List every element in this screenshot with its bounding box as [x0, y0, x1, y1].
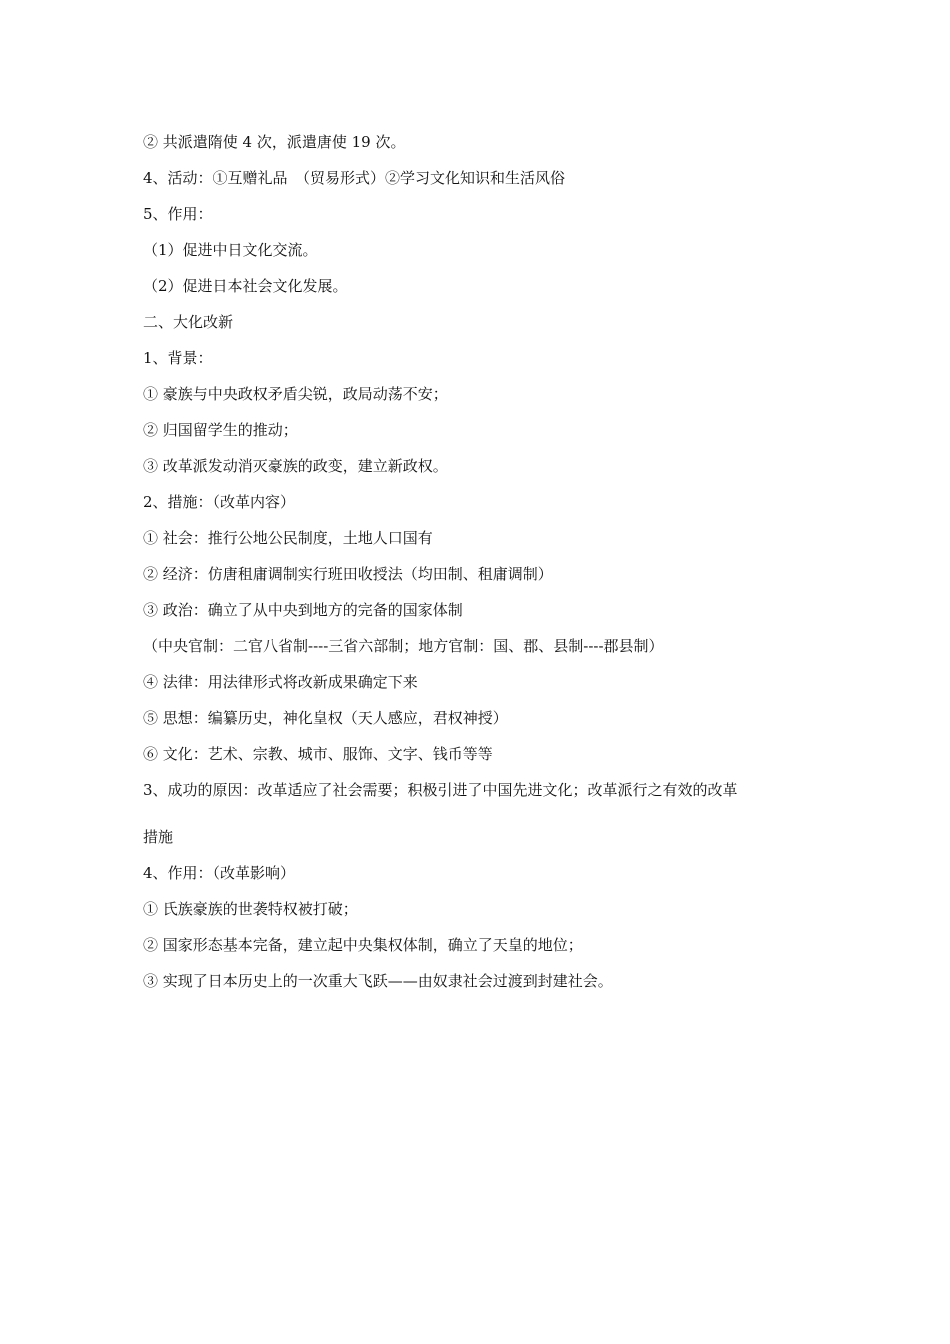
text-line-background-heading: 1、背景： — [143, 349, 213, 367]
text-line-measure-culture: ⑥ 文化：艺术、宗教、城市、服饰、文字、钱币等等 — [143, 745, 493, 763]
document-body — [143, 124, 823, 999]
text-line-measures-heading: 2、措施：（改革内容） — [143, 493, 296, 511]
text-line-background-3: ③ 改革派发动消灭豪族的政变，建立新政权。 — [143, 457, 448, 475]
text-line-measure-society: ① 社会：推行公地公民制度，土地人口国有 — [143, 529, 433, 547]
text-line-activities: 4、活动：①互赠礼品 （贸易形式）②学习文化知识和生活风俗 — [143, 169, 566, 187]
text-line-measure-law: ④ 法律：用法律形式将改新成果确定下来 — [143, 673, 418, 691]
text-line-impact-heading: 4、作用：（改革影响） — [143, 864, 296, 882]
text-line-impact-2: ② 国家形态基本完备，建立起中央集权体制，确立了天皇的地位； — [143, 936, 583, 954]
text-line-impact-3: ③ 实现了日本历史上的一次重大飞跃——由奴隶社会过渡到封建社会。 — [143, 972, 613, 990]
text-line-impact-1: ① 氏族豪族的世袭特权被打破； — [143, 900, 358, 918]
text-line-sui-tang-envoys: ② 共派遣隋使 4 次，派遣唐使 19 次。 — [143, 133, 406, 151]
text-line-background-2: ② 归国留学生的推动； — [143, 421, 298, 439]
text-line-measure-economy: ② 经济：仿唐租庸调制实行班田收授法（均田制、租庸调制） — [143, 565, 553, 583]
text-line-measure-politics-note: （中央官制：二官八省制----三省六部制；地方官制：国、郡、县制----郡县制） — [143, 637, 664, 655]
text-line-success-reasons-cont: 措施 — [143, 828, 174, 846]
text-line-success-reasons: 3、成功的原因：改革适应了社会需要；积极引进了中国先进文化；改革派行之有效的改革 — [143, 781, 738, 799]
text-line-background-1: ① 豪族与中央政权矛盾尖锐，政局动荡不安； — [143, 385, 448, 403]
text-line-effects-heading: 5、作用： — [143, 205, 213, 223]
section-heading-taika-reform: 二、大化改新 — [143, 313, 234, 331]
text-line-measure-thought: ⑤ 思想：编纂历史，神化皇权（天人感应，君权神授） — [143, 709, 508, 727]
text-line-effect-1: （1）促进中日文化交流。 — [143, 241, 318, 259]
text-line-measure-politics: ③ 政治：确立了从中央到地方的完备的国家体制 — [143, 601, 463, 619]
text-line-effect-2: （2）促进日本社会文化发展。 — [143, 277, 348, 295]
